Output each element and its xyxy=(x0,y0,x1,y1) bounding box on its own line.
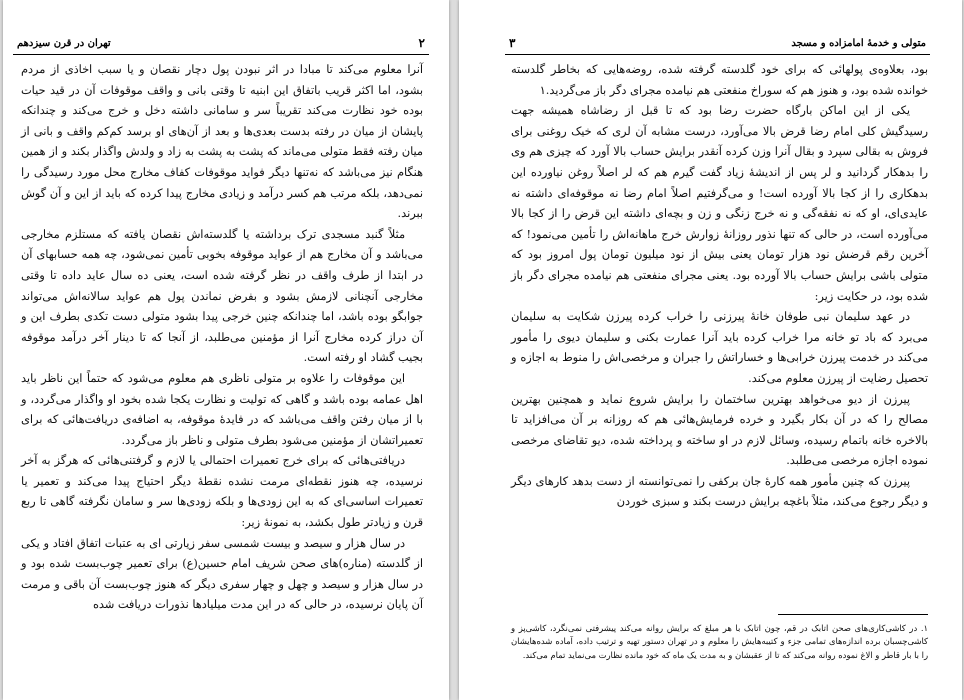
right-page-header xyxy=(505,34,930,55)
paragraph: دریافتی‌هائی که برای خرج تعمیرات احتمالی یا لازم و گرفتنی‌هائی که هرگز به آخر نرسیده، چه هنوز نقطه‌ای مرمت نشده نقطهٔ دیگر احتیاج پیدا می‌کند و تعمیر یا تعمیرات اساسی‌ای که به این زودی‌ها و بلکه زودی‌ها سر و سامان نگرفته گاهی تا ربع قرن و زیادتر طول بکشد، به نمونهٔ زیر: xyxy=(21,454,423,530)
running-title: تهران در قرن سیزدهم xyxy=(17,38,111,49)
paragraph: پیرزن که چنین مأمور همه کارهٔ جان برکفی را نمی‌توانسته از دست بدهد کارهای دیگر و دیگر رجوع می‌کند، مثلاً باغچه برایش درست بکند و سبزی خوردن xyxy=(511,474,928,509)
page-number: ۲ xyxy=(418,36,425,50)
paragraph: یکی از این اماکن بارگاه حضرت رضا بود که تا قبل از رضاشاه همیشه جهت رسیدگیش کلی امام رضا قرض بالا می‌آورد، درست مشابه آن لری که خیک روغنی برای فروش به بقالی سپرد و بقال آنرا وزن کرده آنقدر برایش حساب بالا آورد که چیزی هم وی را بدهکار گردانید و لر پس از اندیشهٔ زیاد گفت گیرم هم که لر اصلاً روغن نیاورده این بدهکاری را از کجا بالا آورده است! و می‌گرفتیم اصلاً امام رضا نه موقوفه‌ای داشته نه عایدی‌ای، او که نه نفقه‌گی و نه خرج زنگی و زن و بچه‌ای داشته این قرض را از کجا بالا می‌آورده است، در حالی که تنها نذور روزانهٔ زوارش خرج ماهانه‌اش را تأمین می‌نمود! که آخرین رقم قرضش نود هزار تومان یعنی بیش از نود میلیون تومان پول امروز بود که متولی باشی برایش حساب بالا آورده بود. یعنی مجرای منفعتی هم نیامده مجرای دگر باز شده بود، در حکایت زیر: xyxy=(511,104,928,303)
left-page-body xyxy=(21,60,423,616)
page-number: ۳ xyxy=(509,36,516,50)
paragraph: در سال هزار و سیصد و بیست شمسی سفر زیارتی ای به عتبات اتفاق افتاد و یکی از گلدسته (مناره)های صحن شریف امام حسین(ع) برای تعمیر چوب‌بست شده بود و در سال هزار و سیصد و چهل و چهار سفری دیگر که هنوز چوب‌بست آن باقی و مرمت آن پایان نرسیده، در حالی که در این مدت میلیادها نذورات دریافت شده xyxy=(21,536,423,612)
left-page xyxy=(3,0,449,700)
left-page-header xyxy=(13,34,429,55)
right-page xyxy=(459,0,962,700)
paragraph: پیرزن از دیو می‌خواهد بهترین ساختمان را برایش شروع نماید و همچنین بهترین مصالح را که در آن بکار بگیرد و خرده فرمایش‌هائی هم که روزانه بر آن می‌افزاید تا بالاخره خانه باتمام رسیده، وسائل لازم در او ساخته و پرداخته شده، دیو تقاضای مرخصی نموده اجازه مرخصی می‌طلبد. xyxy=(511,392,928,468)
running-title: متولی و خدمهٔ امامزاده و مسجد xyxy=(791,38,926,49)
right-page-body xyxy=(511,60,928,513)
paragraph: در عهد سلیمان نبی طوفان خانهٔ پیرزنی را خراب کرده پیرزن شکایت به سلیمان می‌برد که باد تو خانه مرا خراب کرده باید آنرا عمارت بکنی و سلیمان دیوی را مأمور می‌کند در خدمت پیرزن خرابی‌ها و خساراتش را جبران و مرخصی‌اش را منوط به اجازه و تحصیل رضایت از پیرزن معلوم می‌کند. xyxy=(511,310,928,385)
footnote-divider xyxy=(778,614,928,615)
footnote: ۱. در کاشی‌کاری‌های صحن اتابک در قم، چون اتابک با هر مبلغ که برایش روانه می‌کند پیشرفتی نمی‌نگرد، کاشی‌پز و کاشی‌چسبان برده اندازه‌های تمامی جزء و کتیبه‌هایش را معلوم و در تهران دستور تهیه و ترتیب داده، آماده شده‌هایشان را با بار قاطر و الاغ نموده روانه می‌کند که تا از عقبشان و به مدت یک ماه که خود مانده نظارت می‌نماید تمام می‌کند. xyxy=(511,623,928,660)
paragraph: بود، بعلاوه‌ی پولهائی که برای خود گلدسته گرفته شده، روضه‌هایی که بخاطر گلدسته خوانده شده بود، و هنوز هم که سوراخ منفعتی هم نیامده مجرای دگر باز می‌گردید.۱ xyxy=(511,63,928,97)
paragraph: این موقوفات را علاوه بر متولی ناظری هم معلوم می‌شود که حتماً این ناظر باید اهل عمامه بوده باشد و گاهی که تولیت و نظارت یکجا شده بخود او واگذار می‌گردد، و با از میان رفتن واقف می‌باشد که در فایدهٔ موقوفه، به اضافه‌ی دریافت‌هائی که برای تعمیراتشان از مؤمنین می‌شود بطرف متولی و ناظر باز می‌گردد. xyxy=(21,371,423,447)
paragraph: مثلاً گنبد مسجدی ترک برداشته یا گلدسته‌اش نقصان یافته که مستلزم مخارجی می‌باشد و آن مخارج هم از عواید موقوفه بخوبی تأمین نمی‌شود، چه همه حسابهای آن در ابتدا از طرف واقف در نظر گرفته شده است، یعنی ده سال عاید داده تا وقتی مخارجی آنچنانی لازمش بشود و بفرض نماندن پول هم عواید سالانه‌اش می‌تواند جوابگو بوده باشد، اما چندانکه چنین خرجی پیدا بشود متولی دست تکدی بطرف این و آن دراز کرده مخارج آنرا از مؤمنین می‌طلبد، از آنجا که تا دینار آخر درآمد موقوفه بجیب گشاد او رفته است. xyxy=(21,227,423,365)
paragraph: آنرا معلوم می‌کند تا مبادا در اثر نبودن پول دچار نقصان و یا سبب اخاذی از مردم بشود، اما اکثر قریب باتفاق این ابنیه تا وقتی بانی و واقف موقوفات آن در قید حیات بوده خود نظارت می‌کند تقریباً سر و سامانی داشته دخل و خرج می‌کند و چندانکه پایشان از میان در رفته بدست بعدی‌ها و بعد از آن‌های او برسد کم‌کم واقف و بانی از میان رفته فقط متولی می‌ماند که پشت به پشت به زاد و ولدش واگذار بکند و از همین هنگام نیز می‌باشد که نه‌تنها دیگر فواید موقوفات کفاف مخارج محل مورد رسیدگی را نمی‌دهد، بلکه مرتب هم کسر درآمد و زیادی مخارج پیدا کرده که باید از این و آن گوش ببرند. xyxy=(21,63,423,221)
